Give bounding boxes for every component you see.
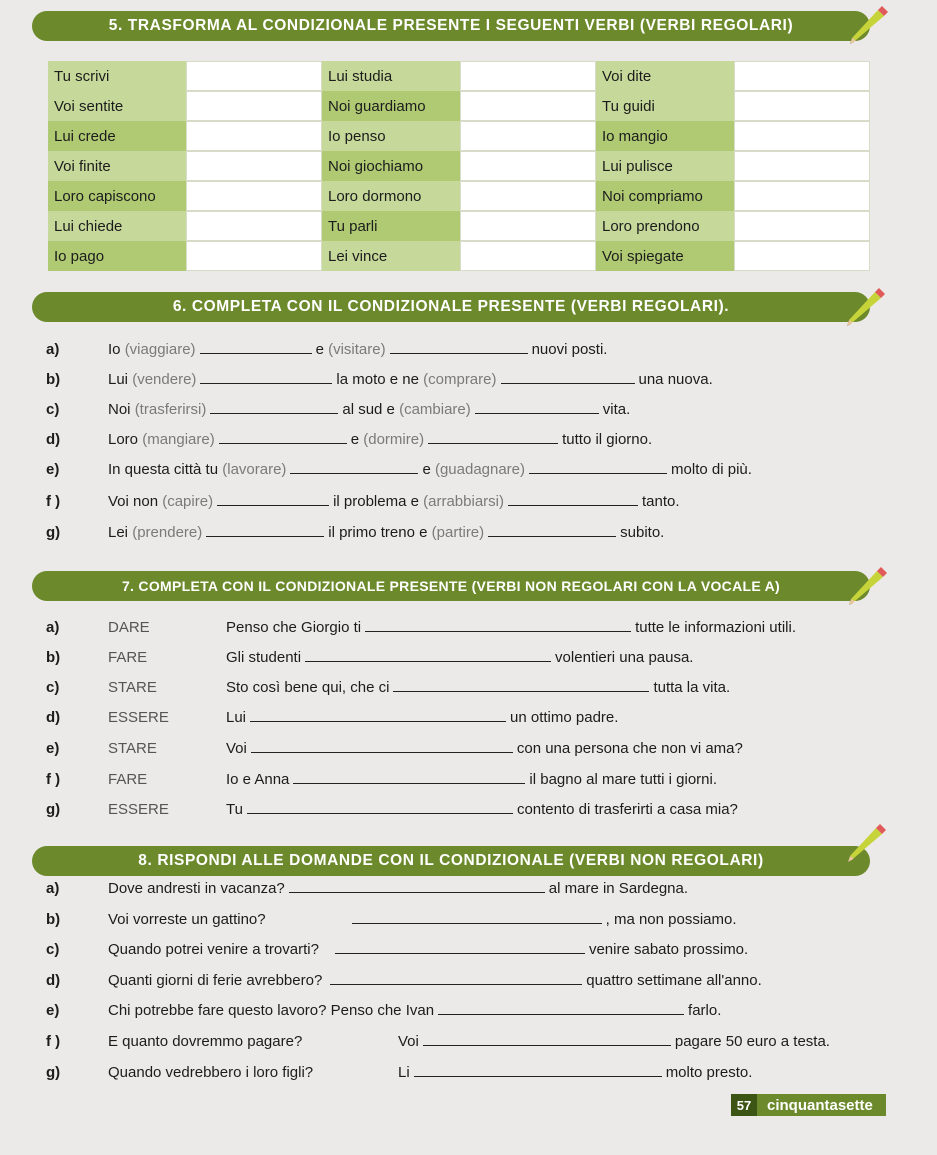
item-letter: e) — [46, 1002, 60, 1019]
answer-box[interactable] — [460, 121, 596, 151]
answer-blank[interactable] — [501, 382, 635, 384]
exercise-7-item — [46, 771, 717, 788]
sentence-text: Li — [398, 1064, 410, 1081]
item-letter: d) — [46, 431, 61, 448]
answer-box[interactable] — [460, 181, 596, 211]
sentence-text: tutta la vita. — [653, 679, 731, 696]
verb-label: Io pago — [48, 241, 186, 271]
infinitive-hint: FARE — [108, 771, 148, 788]
sentence-text: Gli studenti — [226, 649, 302, 666]
verb-label: Tu parli — [322, 211, 460, 241]
question-text: Quando vedrebbero i loro figli? — [108, 1064, 314, 1081]
item-letter: g) — [46, 524, 61, 541]
infinitive-hint: (arrabbiarsi) — [423, 493, 504, 510]
sentence-text: e — [315, 341, 324, 358]
answer-box[interactable] — [460, 91, 596, 121]
exercise-6-item — [46, 371, 713, 388]
verb-label: Voi spiegate — [596, 241, 734, 271]
sentence-text: il bagno al mare tutti i giorni. — [529, 771, 718, 788]
verb-label: Lui pulisce — [596, 151, 734, 181]
infinitive-hint: FARE — [108, 649, 148, 666]
item-letter: g) — [46, 1064, 61, 1081]
sentence-text: Loro — [108, 431, 139, 448]
answer-blank[interactable] — [289, 891, 545, 893]
verb-grid-row — [48, 91, 888, 121]
answer-box[interactable] — [734, 151, 870, 181]
answer-box[interactable] — [734, 181, 870, 211]
answer-box[interactable] — [186, 91, 322, 121]
question-text: Quando potrei venire a trovarti? — [108, 941, 319, 958]
item-letter: f ) — [46, 1033, 61, 1050]
sentence-text: un ottimo padre. — [510, 709, 619, 726]
sentence-text: Voi non — [108, 493, 159, 510]
item-letter: f ) — [46, 493, 61, 510]
page-number-badge — [731, 1094, 886, 1116]
infinitive-hint: DARE — [108, 619, 150, 636]
infinitive-hint: (lavorare) — [222, 461, 287, 478]
exercise-7-item — [46, 801, 738, 818]
answer-blank[interactable] — [250, 720, 506, 722]
infinitive-hint: (dormire) — [363, 431, 425, 448]
item-letter: b) — [46, 371, 61, 388]
sentence-text: farlo. — [688, 1002, 722, 1019]
exercise-8-item — [46, 1033, 830, 1050]
verb-label: Loro dormono — [322, 181, 460, 211]
answer-box[interactable] — [186, 211, 322, 241]
verb-label: Noi compriamo — [596, 181, 734, 211]
sentence-text: la moto e ne — [336, 371, 419, 388]
infinitive-hint: STARE — [108, 679, 157, 696]
answer-box[interactable] — [734, 91, 870, 121]
sentence-text: vita. — [602, 401, 631, 418]
question-text: E quanto dovremmo pagare? — [108, 1033, 303, 1050]
pencil-icon — [845, 563, 889, 607]
infinitive-hint: (visitare) — [328, 341, 386, 358]
answer-blank[interactable] — [428, 442, 558, 444]
verb-grid-row — [48, 181, 888, 211]
answer-blank[interactable] — [293, 782, 525, 784]
item-letter: e) — [46, 740, 60, 757]
exercise-8-item — [46, 1002, 721, 1019]
sentence-text: con una persona che non vi ama? — [516, 740, 743, 757]
answer-box[interactable] — [186, 61, 322, 91]
exercise-8-item — [46, 911, 737, 928]
sentence-text: il problema e — [333, 493, 419, 510]
answer-blank[interactable] — [529, 472, 667, 474]
sentence-text: molto di più. — [671, 461, 752, 478]
exercise-5-title: 5. TRASFORMA AL CONDIZIONALE PRESENTE I SEGUENTI VERBI (VERBI REGOLARI) — [32, 11, 870, 41]
answer-blank[interactable] — [508, 504, 638, 506]
infinitive-hint: (partire) — [431, 524, 485, 541]
item-letter: b) — [46, 911, 61, 928]
sentence-text: subito. — [620, 524, 665, 541]
verb-grid-row — [48, 151, 888, 181]
answer-blank[interactable] — [305, 660, 551, 662]
infinitive-hint: (comprare) — [423, 371, 497, 388]
answer-blank[interactable] — [423, 1044, 671, 1046]
sentence-text: il primo treno e — [328, 524, 428, 541]
verb-label: Loro capiscono — [48, 181, 186, 211]
answer-blank[interactable] — [414, 1075, 662, 1077]
verb-label: Tu guidi — [596, 91, 734, 121]
infinitive-hint: (trasferirsi) — [134, 401, 207, 418]
answer-box[interactable] — [460, 211, 596, 241]
item-letter: a) — [46, 619, 60, 636]
exercise-7-item — [46, 709, 618, 726]
item-letter: d) — [46, 709, 61, 726]
item-letter: e) — [46, 461, 60, 478]
item-letter: a) — [46, 880, 60, 897]
verb-grid-row — [48, 241, 888, 271]
verb-label: Noi guardiamo — [322, 91, 460, 121]
question-text: Chi potrebbe fare questo lavoro? Penso che Ivan — [108, 1002, 435, 1019]
verb-label: Voi sentite — [48, 91, 186, 121]
sentence-text: e — [350, 431, 360, 448]
verb-label: Io mangio — [596, 121, 734, 151]
infinitive-hint: (vendere) — [132, 371, 197, 388]
infinitive-hint: ESSERE — [108, 709, 169, 726]
item-letter: c) — [46, 401, 60, 418]
page-number-word: cinquantasette — [767, 1096, 873, 1114]
verb-grid-row — [48, 61, 888, 91]
answer-blank[interactable] — [330, 983, 582, 985]
exercise-7-item — [46, 740, 743, 757]
infinitive-hint: (cambiare) — [399, 401, 471, 418]
question-text: Quanti giorni di ferie avrebbero? — [108, 972, 323, 989]
exercise-6-item — [46, 461, 752, 478]
pencil-icon — [843, 284, 887, 328]
answer-box[interactable] — [460, 151, 596, 181]
answer-blank[interactable] — [390, 352, 528, 354]
answer-blank[interactable] — [438, 1013, 684, 1015]
answer-blank[interactable] — [200, 382, 332, 384]
answer-blank[interactable] — [200, 352, 312, 354]
sentence-text: tutto il giorno. — [562, 431, 653, 448]
item-letter: a) — [46, 341, 60, 358]
answer-blank[interactable] — [206, 535, 324, 537]
sentence-text: venire sabato prossimo. — [588, 941, 749, 958]
infinitive-hint: (capire) — [162, 493, 214, 510]
answer-blank[interactable] — [352, 922, 602, 924]
item-letter: c) — [46, 941, 60, 958]
infinitive-hint: (prendere) — [132, 524, 203, 541]
answer-box[interactable] — [186, 241, 322, 271]
infinitive-hint: (mangiare) — [142, 431, 215, 448]
verb-label: Lui studia — [322, 61, 460, 91]
sentence-text: Sto così bene qui, che ci — [226, 679, 390, 696]
exercise-8-item — [46, 1064, 752, 1081]
sentence-text: Noi — [108, 401, 131, 418]
infinitive-hint: ESSERE — [108, 801, 169, 818]
infinitive-hint: STARE — [108, 740, 157, 757]
exercise-6-item — [46, 431, 652, 448]
exercise-6-item — [46, 493, 680, 510]
sentence-text: Lei — [108, 524, 129, 541]
sentence-text: Tu — [226, 801, 243, 818]
exercise-6-item — [46, 401, 630, 418]
infinitive-hint: (guadagnare) — [434, 461, 526, 478]
item-letter: f ) — [46, 771, 61, 788]
answer-blank[interactable] — [217, 504, 329, 506]
sentence-text: al sud e — [342, 401, 395, 418]
answer-blank[interactable] — [475, 412, 599, 414]
answer-blank[interactable] — [335, 952, 585, 954]
sentence-text: e — [422, 461, 431, 478]
sentence-text: Lui — [108, 371, 129, 388]
verb-label: Lei vince — [322, 241, 460, 271]
answer-box[interactable] — [734, 61, 870, 91]
sentence-text: , ma non possiamo. — [605, 911, 737, 928]
exercise-6-title: 6. COMPLETA CON IL CONDIZIONALE PRESENTE (VERBI REGOLARI). — [32, 292, 870, 322]
answer-blank[interactable] — [251, 751, 513, 753]
exercise-8-item — [46, 972, 762, 989]
answer-box[interactable] — [186, 121, 322, 151]
verb-label: Io penso — [322, 121, 460, 151]
exercise-6-item — [46, 524, 664, 541]
verb-label: Loro prendono — [596, 211, 734, 241]
infinitive-hint: (viaggiare) — [124, 341, 196, 358]
sentence-text: una nuova. — [638, 371, 713, 388]
answer-blank[interactable] — [393, 690, 649, 692]
answer-box[interactable] — [186, 181, 322, 211]
answer-box[interactable] — [734, 241, 870, 271]
sentence-text: volentieri una pausa. — [555, 649, 694, 666]
sentence-text: quattro settimane all'anno. — [586, 972, 762, 989]
question-text: Voi vorreste un gattino? — [108, 911, 266, 928]
sentence-text: Voi — [226, 740, 247, 757]
answer-box[interactable] — [734, 211, 870, 241]
exercise-8-item — [46, 880, 688, 897]
question-text: Dove andresti in vacanza? — [108, 880, 285, 897]
exercise-8-title: 8. RISPONDI ALLE DOMANDE CON IL CONDIZIONALE (VERBI NON REGOLARI) — [32, 846, 870, 876]
answer-box[interactable] — [734, 121, 870, 151]
exercise-8-item — [46, 941, 748, 958]
item-letter: d) — [46, 972, 61, 989]
verb-label: Voi dite — [596, 61, 734, 91]
sentence-text: pagare 50 euro a testa. — [674, 1033, 830, 1050]
answer-blank[interactable] — [290, 472, 418, 474]
answer-box[interactable] — [460, 241, 596, 271]
page-number: 57 — [731, 1094, 757, 1116]
pencil-icon — [846, 2, 890, 46]
answer-box[interactable] — [460, 61, 596, 91]
exercise-7-item — [46, 619, 796, 636]
answer-blank[interactable] — [247, 812, 513, 814]
answer-blank[interactable] — [365, 630, 631, 632]
sentence-text: Io e Anna — [226, 771, 290, 788]
sentence-text: molto presto. — [665, 1064, 753, 1081]
answer-blank[interactable] — [219, 442, 347, 444]
verb-label: Noi giochiamo — [322, 151, 460, 181]
verb-grid-row — [48, 121, 888, 151]
answer-blank[interactable] — [488, 535, 616, 537]
sentence-text: al mare in Sardegna. — [548, 880, 689, 897]
pencil-icon — [844, 820, 888, 864]
sentence-text: Voi — [398, 1033, 419, 1050]
verb-label: Voi finite — [48, 151, 186, 181]
item-letter: c) — [46, 679, 60, 696]
answer-box[interactable] — [186, 151, 322, 181]
sentence-text: tanto. — [642, 493, 680, 510]
sentence-text: Penso che Giorgio ti — [226, 619, 362, 636]
verb-grid-row — [48, 211, 888, 241]
verb-label: Tu scrivi — [48, 61, 186, 91]
sentence-text: contento di trasferirti a casa mia? — [516, 801, 738, 818]
verb-label: Lui chiede — [48, 211, 186, 241]
item-letter: g) — [46, 801, 61, 818]
sentence-text: In questa città tu — [108, 461, 219, 478]
sentence-text: Io — [108, 341, 121, 358]
verb-label: Lui crede — [48, 121, 186, 151]
verb-grid — [48, 61, 888, 271]
item-letter: b) — [46, 649, 61, 666]
answer-blank[interactable] — [210, 412, 338, 414]
exercise-7-title: 7. COMPLETA CON IL CONDIZIONALE PRESENTE (VERBI NON REGOLARI CON LA VOCALE A) — [32, 571, 870, 601]
sentence-text: Lui — [226, 709, 247, 726]
exercise-7-item — [46, 649, 693, 666]
exercise-6-item — [46, 341, 607, 358]
sentence-text: tutte le informazioni utili. — [635, 619, 796, 636]
exercise-7-item — [46, 679, 730, 696]
sentence-text: nuovi posti. — [531, 341, 608, 358]
